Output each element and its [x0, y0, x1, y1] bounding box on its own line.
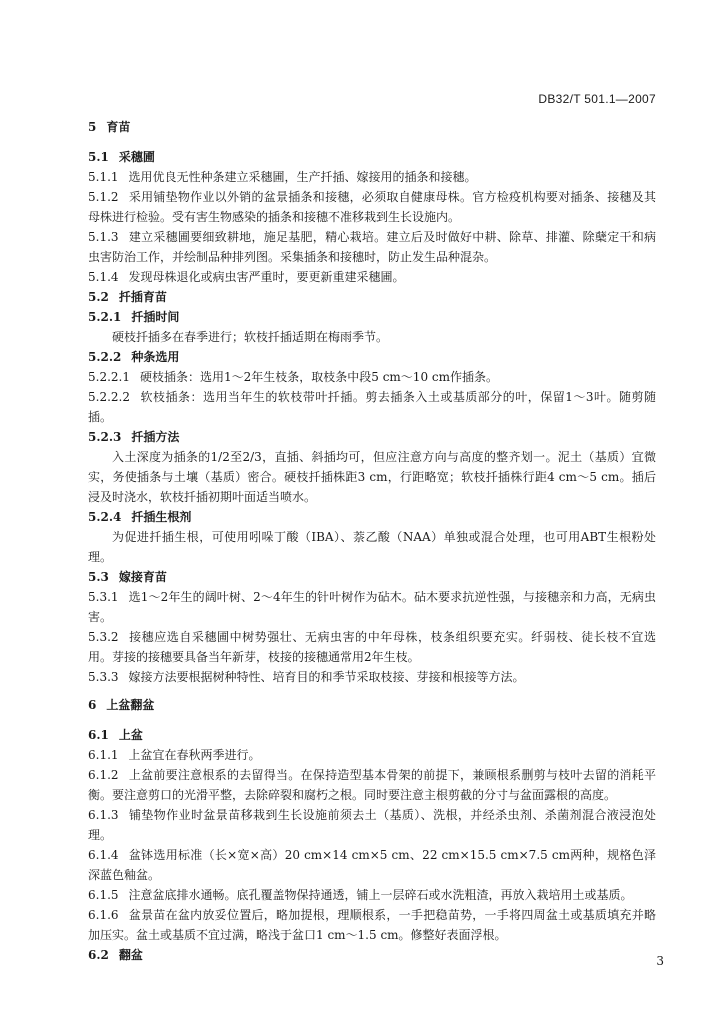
- clause-text: 建立采穗圃要细致耕地，施足基肥，精心栽培。建立后及时做好中耕、除草、排灌、除蘖定干和病虫害防治工作，并绘制品种排列图。采集插条和接穗时，防止发生品种混杂。: [88, 230, 656, 264]
- clause-number: 5.2.2.1: [88, 370, 130, 384]
- clause-text: 种条选用: [131, 350, 180, 364]
- clause-text: 铺垫物作业时盆景苗移栽到生长设施前须去土（基质）、洗根，并经杀虫剂、杀菌剂混合液浸泡处理。: [88, 808, 656, 842]
- subsection-heading: [88, 945, 656, 965]
- clause-text: 上盆前要注意根系的去留得当。在保持造型基本骨架的前提下，兼顾根系删剪与枝叶去留的消耗平衡。要注意剪口的光滑平整，去除碎裂和腐朽之根。同时要注意主根剪截的分寸与盆面露根的高度。: [88, 768, 656, 802]
- clause-paragraph: [88, 187, 656, 227]
- clause-number: 5.2.4: [88, 510, 122, 524]
- clause-text: 采用铺垫物作业以外销的盆景插条和接穗，必须取自健康母株。官方检疫机构要对插条、接穗及其母株进行检验。受有害生物感染的插条和接穗不准移栽到生长设施内。: [88, 190, 656, 224]
- clause-heading: [88, 307, 656, 327]
- clause-paragraph: [88, 805, 656, 845]
- clause-text: 硬枝扦插多在春季进行；软枝扦插适期在梅雨季节。: [112, 330, 389, 344]
- clause-number: 5.3.2: [88, 630, 119, 644]
- clause-number: 5.1: [88, 150, 109, 164]
- clause-paragraph: [88, 227, 656, 267]
- clause-text: 上盆宜在春秋两季进行。: [128, 748, 261, 762]
- page-number: 3: [656, 954, 664, 968]
- standard-code: DB32/T 501.1—2007: [538, 92, 656, 106]
- subsection-heading: [88, 567, 656, 587]
- clause-text: 发现母株退化或病虫害严重时，要更新重建采穗圃。: [128, 270, 405, 284]
- clause-text: 扦插方法: [131, 430, 180, 444]
- clause-number: 5.2.1: [88, 310, 122, 324]
- clause-text: 入土深度为插条的1/2至2/3，直插、斜插均可，但应注意方向与高度的整齐划一。泥土（基质）宜微实，务使插条与土壤（基质）密合。硬枝扦插株距3 cm，行距略宽；软枝扦插株行距4 cm～5 cm。插后浸及时浇水，软枝扦插初期叶面适当喷水。: [88, 450, 656, 504]
- clause-number: 5.1.1: [88, 170, 119, 184]
- clause-text: 扦插生根剂: [131, 510, 192, 524]
- clause-text: 选用优良无性种条建立采穗圃，生产扦插、嫁接用的插条和接穗。: [128, 170, 477, 184]
- clause-number: 5.2.3: [88, 430, 122, 444]
- clause-number: 6.2: [88, 948, 109, 962]
- clause-text: 扦插时间: [131, 310, 180, 324]
- clause-number: 6.1: [88, 728, 109, 742]
- clause-paragraph: [88, 845, 656, 885]
- subsection-heading: [88, 147, 656, 167]
- clause-heading: [88, 427, 656, 447]
- paragraph: [88, 447, 656, 507]
- clause-paragraph: [88, 885, 656, 905]
- clause-number: 6: [88, 698, 97, 712]
- clause-text: 软枝插条：选用当年生的软枝带叶扦插。剪去插条入土或基质部分的叶，保留1～3叶。随剪随插。: [88, 390, 656, 424]
- clause-number: 5.3.1: [88, 590, 119, 604]
- clause-number: 6.1.2: [88, 768, 119, 782]
- document-body: [88, 117, 656, 965]
- clause-paragraph: [88, 587, 656, 627]
- clause-text: 嫁接育苗: [118, 570, 167, 584]
- clause-text: 接穗应选自采穗圃中树势强壮、无病虫害的中年母株，枝条组织要充实。纤弱枝、徒长枝不宜选用。芽接的接穗要具备当年新芽，枝接的接穗通常用2年生枝。: [88, 630, 656, 664]
- section-heading: [88, 117, 656, 137]
- clause-paragraph: [88, 367, 656, 387]
- clause-text: 为促进扦插生根，可使用吲哚丁酸（IBA）、萘乙酸（NAA）单独或混合处理，也可用ABT生根粉处理。: [88, 530, 656, 564]
- clause-number: 6.1.5: [88, 888, 119, 902]
- clause-paragraph: [88, 167, 656, 187]
- clause-number: 5: [88, 120, 97, 134]
- clause-text: 注意盆底排水通畅。底孔覆盖物保持通透，铺上一层碎石或水洗粗渣，再放入栽培用土或基质。: [128, 888, 633, 902]
- clause-text: 上盆翻盆: [106, 698, 155, 712]
- clause-paragraph: [88, 667, 656, 687]
- clause-number: 5.3: [88, 570, 109, 584]
- clause-number: 6.1.3: [88, 808, 119, 822]
- clause-number: 5.1.2: [88, 190, 119, 204]
- clause-paragraph: [88, 745, 656, 765]
- clause-heading: [88, 507, 656, 527]
- clause-text: 选1～2年生的阔叶树、2～4年生的针叶树作为砧木。砧木要求抗逆性强，与接穗亲和力高，无病虫害。: [88, 590, 656, 624]
- clause-number: 6.1.6: [88, 908, 119, 922]
- clause-paragraph: [88, 267, 656, 287]
- clause-text: 翻盆: [118, 948, 143, 962]
- clause-text: 硬枝插条：选用1～2年生枝条，取枝条中段5 cm～10 cm作插条。: [139, 370, 498, 384]
- clause-text: 盆景苗在盆内放妥位置后，略加提根，理顺根系，一手把稳苗势，一手将四周盆土或基质填充并略加压实。盆土或基质不宜过满，略浅于盆口1 cm～1.5 cm。修整好表面浮根。: [88, 908, 656, 942]
- clause-paragraph: [88, 627, 656, 667]
- clause-number: 5.1.4: [88, 270, 119, 284]
- clause-number: 5.2: [88, 290, 109, 304]
- clause-text: 育苗: [106, 120, 131, 134]
- clause-number: 5.2.2.2: [88, 390, 130, 404]
- clause-text: 嫁接方法要根据树种特性、培育目的和季节采取枝接、芽接和根接等方法。: [128, 670, 525, 684]
- clause-paragraph: [88, 905, 656, 945]
- subsection-heading: [88, 725, 656, 745]
- clause-number: 6.1.1: [88, 748, 119, 762]
- clause-heading: [88, 347, 656, 367]
- clause-number: 5.1.3: [88, 230, 119, 244]
- paragraph: [88, 327, 656, 347]
- clause-number: 5.3.3: [88, 670, 119, 684]
- clause-text: 盆钵选用标准（长×宽×高）20 cm×14 cm×5 cm、22 cm×15.5 cm×7.5 cm两种，规格色泽深蓝色釉盆。: [88, 848, 656, 882]
- clause-text: 扦插育苗: [118, 290, 167, 304]
- clause-paragraph: [88, 387, 656, 427]
- clause-number: 5.2.2: [88, 350, 122, 364]
- paragraph: [88, 527, 656, 567]
- clause-text: 上盆: [118, 728, 143, 742]
- subsection-heading: [88, 287, 656, 307]
- clause-text: 采穗圃: [118, 150, 155, 164]
- section-heading: [88, 695, 656, 715]
- clause-paragraph: [88, 765, 656, 805]
- clause-number: 6.1.4: [88, 848, 119, 862]
